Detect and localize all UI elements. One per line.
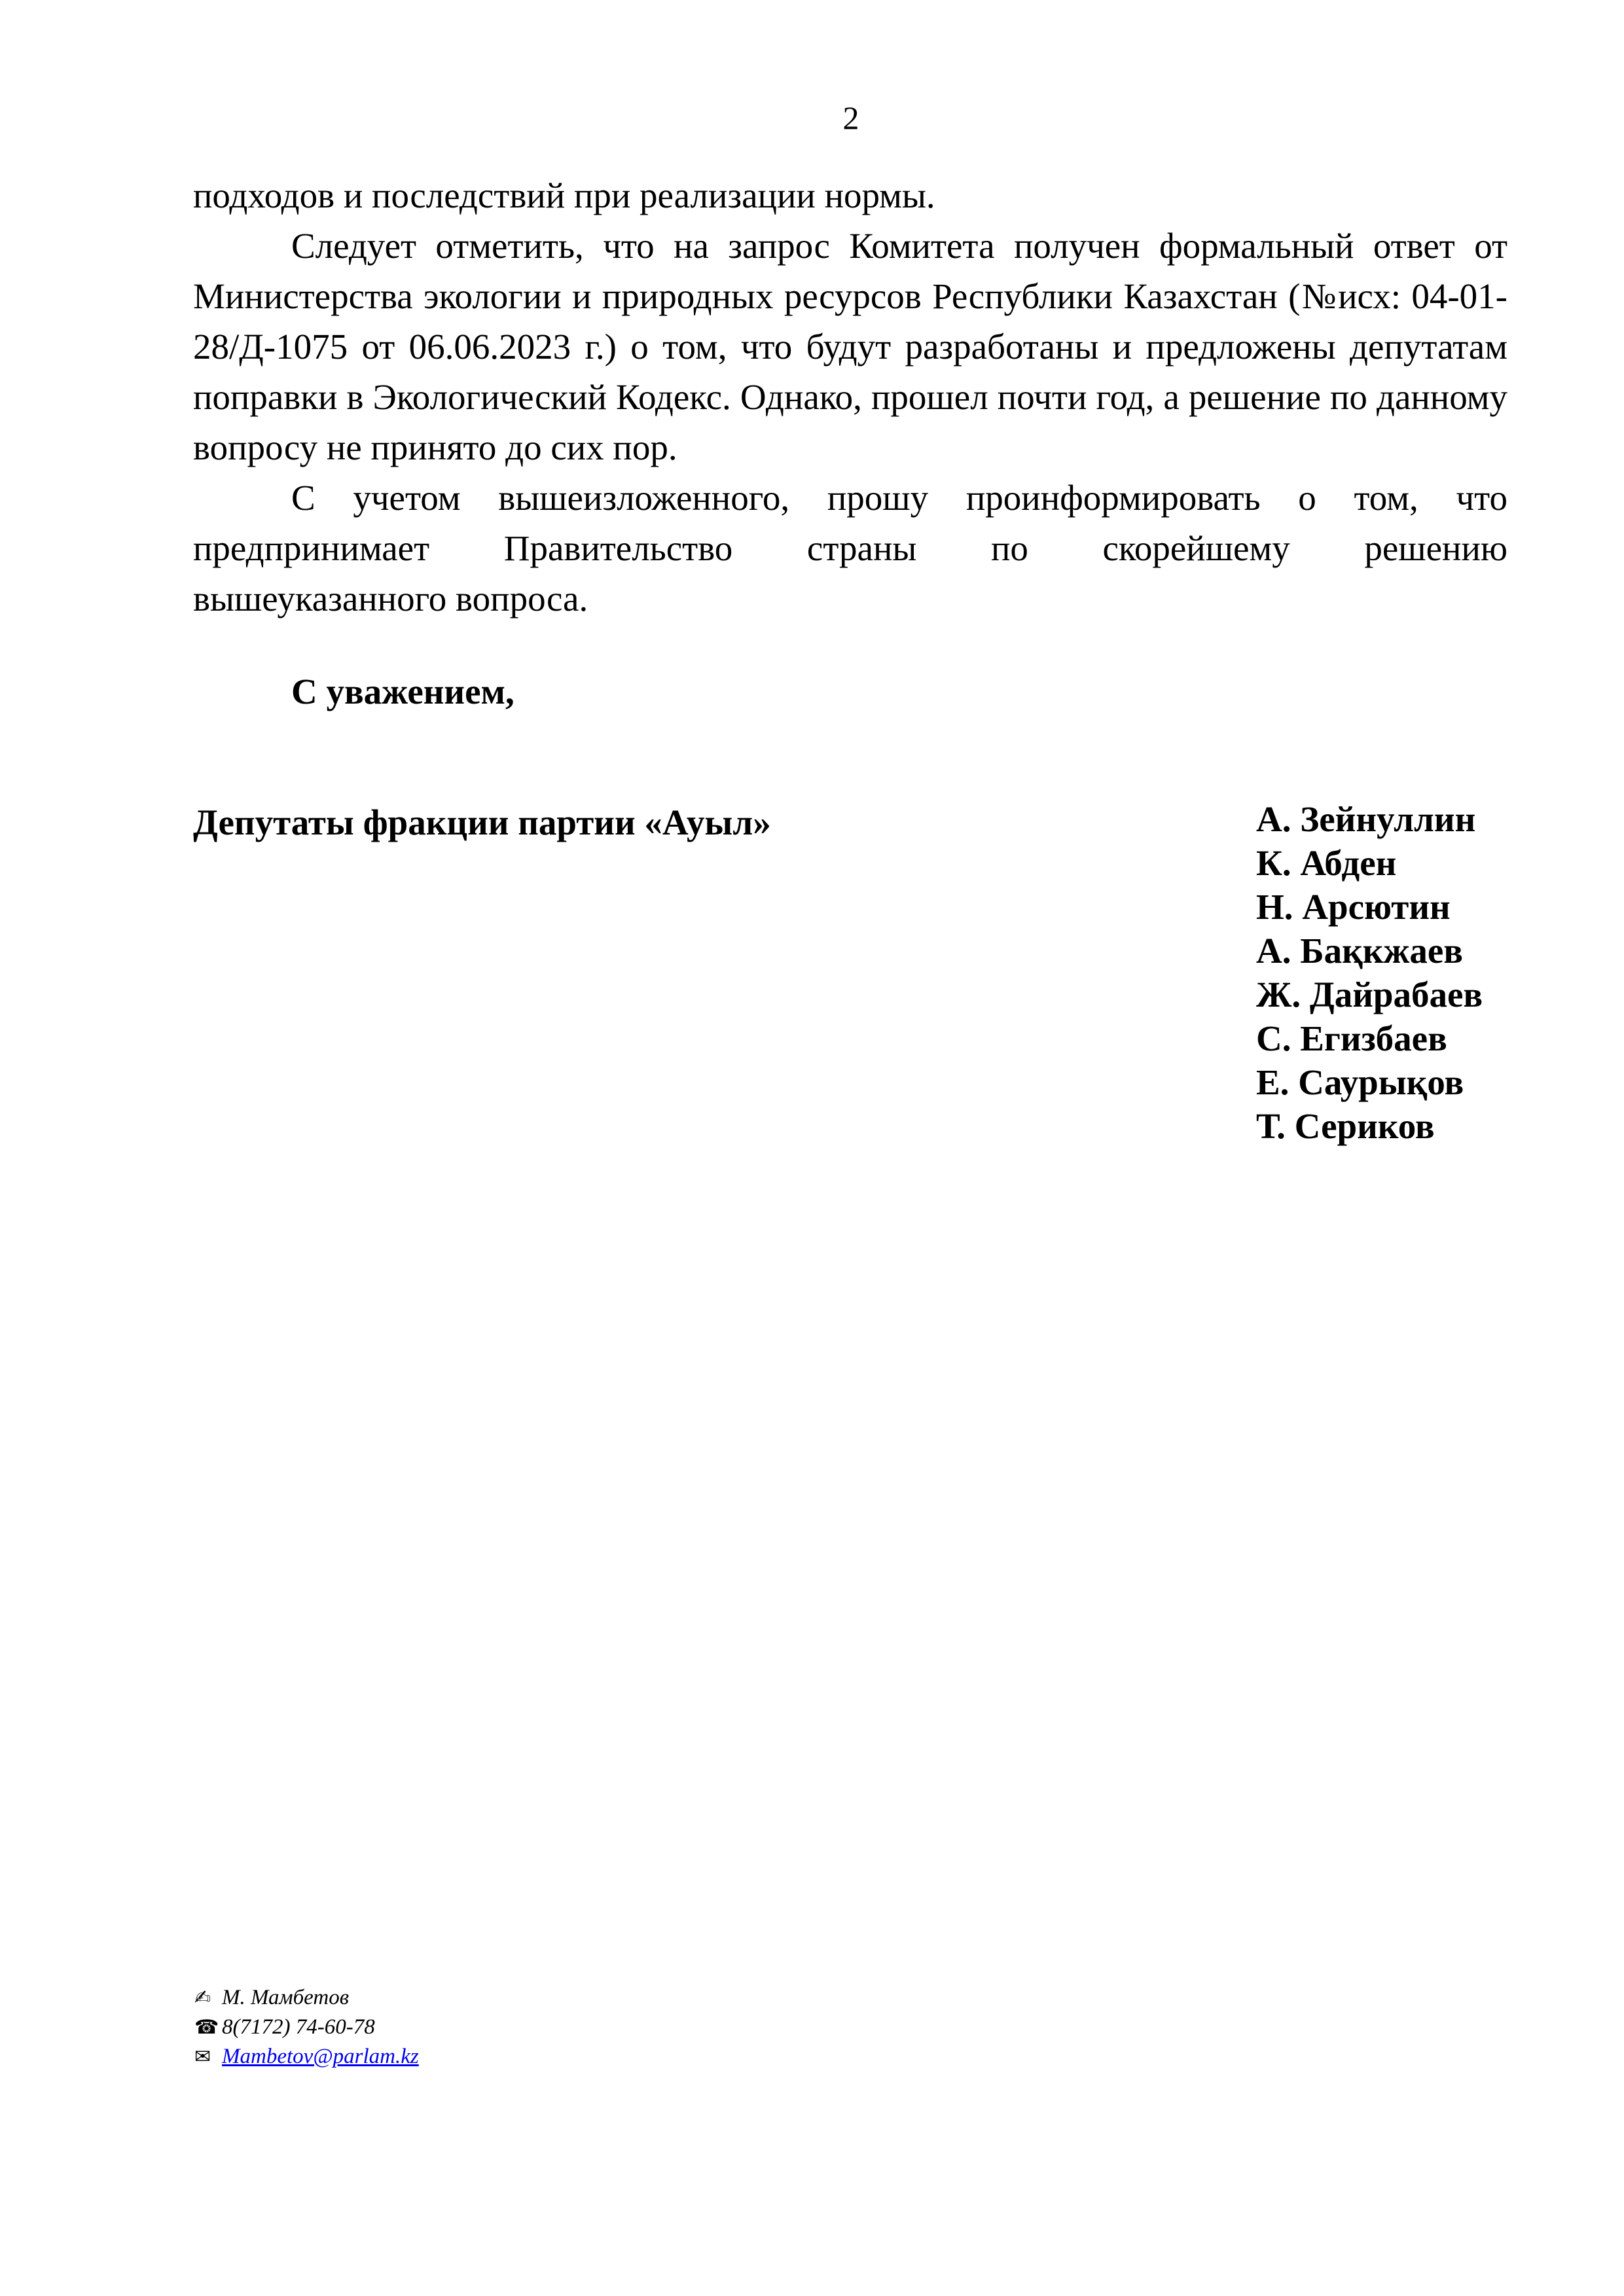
envelope-icon: ✉ — [194, 2045, 211, 2068]
signer: А. Бақкжаев — [1256, 931, 1463, 971]
signer: А. Зейнуллин — [1256, 799, 1476, 839]
contact-phone-number: 8(7172) 74-60-78 — [222, 2015, 375, 2039]
signers-list — [1256, 797, 1483, 1148]
contact-author-name: М. Мамбетов — [222, 1986, 350, 2009]
signer: Ж. Дайрабаев — [1256, 975, 1483, 1014]
signer: Е. Саурықов — [1256, 1062, 1464, 1102]
contact-author — [194, 1983, 419, 2013]
email-link[interactable]: Mambetov@parlam.kz — [222, 2045, 419, 2068]
document-body-paragraphs — [193, 221, 1507, 624]
page-number: 2 — [842, 99, 859, 136]
document-body — [193, 170, 1507, 221]
paragraph-continuation: подходов и последствий при реализации нормы. — [193, 175, 935, 215]
paragraph-request-end: вышеуказанного вопроса. — [193, 579, 588, 619]
signer: К. Абден — [1256, 843, 1397, 883]
closing-salutation: С уважением, — [291, 672, 514, 711]
pen-icon: ✍ — [194, 1986, 211, 2009]
signer: Т. Сериков — [1256, 1106, 1435, 1146]
paragraph-response-note: Следует отметить, что на запрос Комитета получен формальный ответ от Министерства экологии и природных ресурсов Республики Казахстан (№исх: 04-01-28/Д-1075 от 06.06.2023 г.) о том, что будут разработаны и предложены депутатам поправки в Экологический Кодекс. Однако, прошел почти год, а решение по данному вопросу не принято до сих пор. — [193, 226, 1507, 467]
phone-icon: ☎ — [194, 2016, 219, 2039]
paragraph-request: С учетом вышеизложенного, прошу проинформировать о том, что предпринимает Правительство страны по скорейшему решению — [193, 478, 1507, 568]
contact-email — [194, 2042, 419, 2072]
signer: С. Егизбаев — [1256, 1018, 1447, 1058]
signature-label: Депутаты фракции партии «Ауыл» — [193, 802, 771, 842]
contact-phone — [194, 2013, 419, 2042]
signer: Н. Арсютин — [1256, 887, 1451, 927]
contact-block — [194, 1983, 419, 2072]
